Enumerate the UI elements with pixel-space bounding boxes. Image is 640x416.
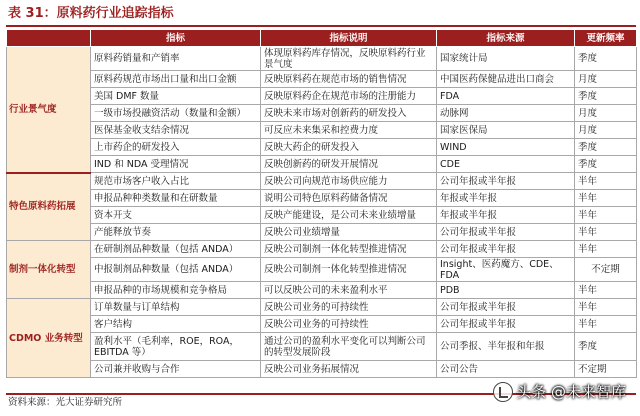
table-row [7,88,637,105]
table-row [7,241,637,258]
indicator-cell: 原料药销量和产销率 [91,47,261,71]
frequency-cell: 季度 [575,333,637,361]
indicator-cell: 产能释放节奏 [91,224,261,241]
table-row [7,71,637,88]
group-label: CDMO 业务转型 [7,299,91,378]
watermark-text: 头条 @未来智库 [516,383,626,401]
table-row [7,105,637,122]
header-source: 指标来源 [437,30,575,47]
indicator-cell: 公司兼并收购与合作 [91,361,261,378]
description-cell: 体现原料药库存情况，反映原料药行业景气度 [261,47,437,71]
table-row [7,333,637,361]
table-row [7,224,637,241]
table-row [7,47,637,71]
description-cell: 反映公司制剂一体化转型推进情况 [261,258,437,282]
source-cell: 公司年报或半年报 [437,316,575,333]
indicator-cell: 申报品种的市场规模和竞争格局 [91,282,261,299]
frequency-cell: 季度 [575,139,637,156]
source-cell: 动脉网 [437,105,575,122]
group-label: 制剂一体化转型 [7,241,91,299]
table-row [7,282,637,299]
indicator-cell: 申报品种种类数量和在研数量 [91,190,261,207]
indicator-cell: 原料药规范市场出口量和出口金额 [91,71,261,88]
indicator-cell: 上市药企的研发投入 [91,139,261,156]
indicator-cell: 美国 DMF 数量 [91,88,261,105]
description-cell: 反映公司业务的可持续性 [261,316,437,333]
indicator-cell: 盈利水平（毛利率，ROE，ROA，EBITDA 等） [91,333,261,361]
table-row [7,139,637,156]
description-cell: 反映公司业绩增量 [261,224,437,241]
watermark [493,380,626,404]
table-row [7,156,637,173]
description-cell: 反映公司制剂一体化转型推进情况 [261,241,437,258]
indicator-cell: 规范市场客户收入占比 [91,173,261,190]
table-row [7,190,637,207]
description-cell: 反映原料药企在规范市场的注册能力 [261,88,437,105]
description-cell: 反映原料药在规范市场的销售情况 [261,71,437,88]
header-group [7,30,91,47]
description-cell: 反映大药企的研发投入 [261,139,437,156]
frequency-cell: 不定期 [575,361,637,378]
table-row [7,207,637,224]
frequency-cell: 半年 [575,173,637,190]
source-cell: 国家统计局 [437,47,575,71]
description-cell: 反映产能建设，是公司未来业绩增量 [261,207,437,224]
source-cell: PDB [437,282,575,299]
frequency-cell: 季度 [575,47,637,71]
source-cell: 公司年报或半年报 [437,241,575,258]
source-cell: 公司年报或半年报 [437,299,575,316]
table-row [7,258,637,282]
indicator-cell: 一级市场投融资活动（数量和金额） [91,105,261,122]
indicator-cell: 订单数量与订单结构 [91,299,261,316]
group-label: 行业景气度 [7,47,91,173]
frequency-cell: 季度 [575,88,637,105]
indicator-cell: 客户结构 [91,316,261,333]
source-cell: Insight、医药魔方、CDE、FDA [437,258,575,282]
description-cell: 反映公司业务拓展情况 [261,361,437,378]
indicator-cell: 资本开支 [91,207,261,224]
source-cell: WIND [437,139,575,156]
table-title: 表 31：原料药行业追踪指标 [8,6,174,21]
table-row [7,122,637,139]
title-divider [6,25,636,27]
description-cell: 可以反映公司的未来盈利水平 [261,282,437,299]
frequency-cell: 半年 [575,282,637,299]
description-cell: 说明公司特色原料药储备情况 [261,190,437,207]
description-cell: 反映公司业务的可持续性 [261,299,437,316]
indicator-cell: 中报制剂品种数量（包括 ANDA） [91,258,261,282]
source-cell: 公司年报或半年报 [437,173,575,190]
frequency-cell: 半年 [575,241,637,258]
indicator-table [6,29,637,378]
source-cell: CDE [437,156,575,173]
description-cell: 反映未来市场对创新药的研发投入 [261,105,437,122]
source-cell: 国家医保局 [437,122,575,139]
table-row [7,316,637,333]
watermark-logo-icon [493,382,513,402]
description-cell: 反映公司向规范市场供应能力 [261,173,437,190]
table-row [7,299,637,316]
frequency-cell: 半年 [575,207,637,224]
source-cell: 公司年报或半年报 [437,224,575,241]
description-cell: 通过公司的盈利水平变化可以判断公司的转型发展阶段 [261,333,437,361]
table-row [7,361,637,378]
header-indicator: 指标 [91,30,261,47]
source-cell: 公司季报、半年报和年报 [437,333,575,361]
frequency-cell: 半年 [575,224,637,241]
indicator-cell: IND 和 NDA 受理情况 [91,156,261,173]
header-description: 指标说明 [261,30,437,47]
indicator-cell: 医保基金收支结余情况 [91,122,261,139]
source-cell: 年报或半年报 [437,207,575,224]
frequency-cell: 半年 [575,316,637,333]
description-cell: 可反应未来集采和控费力度 [261,122,437,139]
source-cell: 年报或半年报 [437,190,575,207]
source-cell: FDA [437,88,575,105]
table-row [7,173,637,190]
frequency-cell: 半年 [575,190,637,207]
frequency-cell: 季度 [575,156,637,173]
indicator-cell: 在研制剂品种数量（包括 ANDA） [91,241,261,258]
group-label: 特色原料药拓展 [7,173,91,241]
header-frequency: 更新频率 [575,30,637,47]
frequency-cell: 月度 [575,71,637,88]
source-cell: 中国医药保健品进出口商会 [437,71,575,88]
table-header-row [7,30,637,47]
source-note: 资料来源：光大证券研究所 [8,397,123,408]
frequency-cell: 月度 [575,105,637,122]
frequency-cell: 半年 [575,299,637,316]
frequency-cell: 不定期 [575,258,637,282]
source-cell: 公司公告 [437,361,575,378]
frequency-cell: 月度 [575,122,637,139]
description-cell: 反映创新药的研发开展情况 [261,156,437,173]
